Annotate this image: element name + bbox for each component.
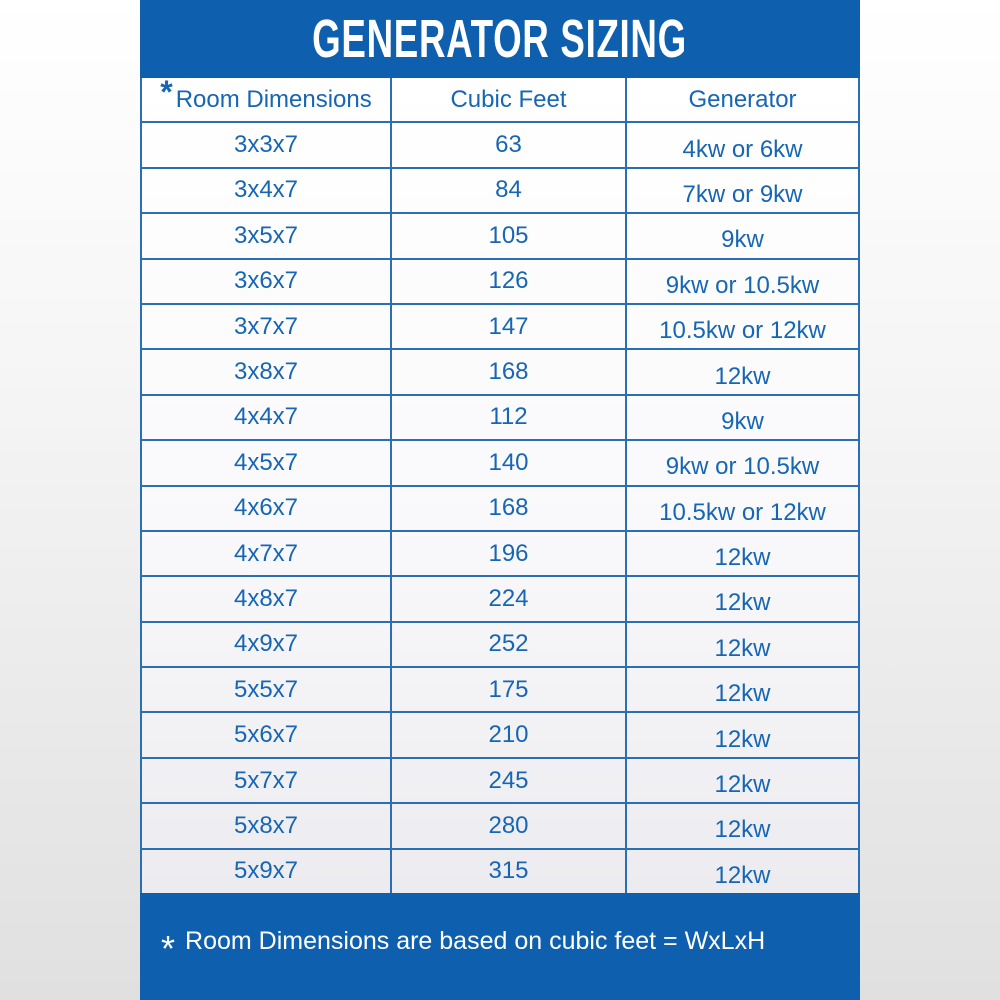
- table-row: [142, 804, 858, 849]
- room-dimensions-cell: 5x7x7: [233, 766, 299, 794]
- table-row: [142, 441, 858, 486]
- table-row: [142, 532, 858, 577]
- table-row: [142, 759, 858, 804]
- cubic-feet-cell: 315: [390, 850, 625, 893]
- page-title: GENERATOR SIZING: [312, 9, 688, 69]
- table-row: [142, 396, 858, 441]
- generator-cell: 7kw or 9kw: [625, 169, 858, 212]
- room-dimensions-cell: 4x8x7: [233, 584, 299, 612]
- table-row: [142, 305, 858, 350]
- table-row: [142, 623, 858, 668]
- header-room-dimensions-label: Room Dimensions: [175, 85, 372, 113]
- cubic-feet-cell: 168: [390, 487, 625, 530]
- table-row: [142, 169, 858, 214]
- table-row: [142, 123, 858, 168]
- header-room-dimensions: * Room Dimensions: [160, 73, 372, 113]
- cubic-feet-cell: 112: [390, 396, 625, 439]
- room-dimensions-cell: 5x6x7: [233, 721, 299, 749]
- cubic-feet-cell: 280: [390, 804, 625, 847]
- generator-cell: 12kw: [625, 850, 858, 893]
- room-dimensions-cell: 4x4x7: [233, 403, 299, 431]
- cubic-feet-cell: 84: [390, 169, 625, 212]
- room-dimensions-cell: 5x9x7: [233, 857, 299, 885]
- generator-cell: 12kw: [625, 804, 858, 847]
- room-dimensions-cell: 4x5x7: [233, 448, 299, 476]
- generator-cell: 12kw: [625, 532, 858, 575]
- room-dimensions-cell: 5x8x7: [233, 811, 299, 839]
- generator-sizing-table: [140, 73, 860, 893]
- header-cubic-feet: Cubic Feet: [390, 78, 625, 121]
- generator-cell: 9kw or 10.5kw: [625, 260, 858, 303]
- table-row: [142, 850, 858, 893]
- room-dimensions-cell: 3x6x7: [233, 267, 299, 295]
- cubic-feet-cell: 147: [390, 305, 625, 348]
- table-row: [142, 713, 858, 758]
- cubic-feet-cell: 175: [390, 668, 625, 711]
- room-dimensions-cell: 3x7x7: [233, 312, 299, 340]
- generator-cell: 9kw: [625, 396, 858, 439]
- table-row: [142, 214, 858, 259]
- generator-cell: 12kw: [625, 759, 858, 802]
- room-dimensions-cell: 5x5x7: [233, 675, 299, 703]
- generator-cell: 12kw: [625, 577, 858, 620]
- generator-cell: 12kw: [625, 668, 858, 711]
- generator-cell: 12kw: [625, 623, 858, 666]
- generator-cell: 12kw: [625, 713, 858, 756]
- cubic-feet-cell: 245: [390, 759, 625, 802]
- room-dimensions-cell: 3x8x7: [233, 358, 299, 386]
- table-row: [142, 260, 858, 305]
- generator-cell: 4kw or 6kw: [625, 123, 858, 166]
- generator-cell: 10.5kw or 12kw: [625, 487, 858, 530]
- cubic-feet-cell: 63: [390, 123, 625, 166]
- cubic-feet-cell: 105: [390, 214, 625, 257]
- room-dimensions-cell: 3x3x7: [233, 131, 299, 159]
- cubic-feet-cell: 168: [390, 350, 625, 393]
- table-header-row: [142, 73, 858, 123]
- room-dimensions-cell: 4x9x7: [233, 630, 299, 658]
- room-dimensions-cell: 3x4x7: [233, 176, 299, 204]
- table-row: [142, 350, 858, 395]
- table-row: [142, 487, 858, 532]
- room-dimensions-cell: 3x5x7: [233, 221, 299, 249]
- cubic-feet-cell: 140: [390, 441, 625, 484]
- generator-cell: 9kw or 10.5kw: [625, 441, 858, 484]
- room-dimensions-cell: 4x6x7: [233, 494, 299, 522]
- generator-cell: 10.5kw or 12kw: [625, 305, 858, 348]
- generator-cell: 12kw: [625, 350, 858, 393]
- footer-note: * Room Dimensions are based on cubic feet = WxLxH: [161, 927, 766, 969]
- table-row: [142, 577, 858, 622]
- cubic-feet-cell: 210: [390, 713, 625, 756]
- header-generator: Generator: [625, 78, 858, 121]
- generator-cell: 9kw: [625, 214, 858, 257]
- generator-sizing-panel: [140, 0, 860, 1000]
- footer-note-text: Room Dimensions are based on cubic feet = WxLxH: [185, 927, 766, 955]
- title-band: [140, 0, 860, 78]
- cubic-feet-cell: 224: [390, 577, 625, 620]
- cubic-feet-cell: 252: [390, 623, 625, 666]
- cubic-feet-cell: 126: [390, 260, 625, 303]
- cubic-feet-cell: 196: [390, 532, 625, 575]
- table-row: [142, 668, 858, 713]
- room-dimensions-cell: 4x7x7: [233, 539, 299, 567]
